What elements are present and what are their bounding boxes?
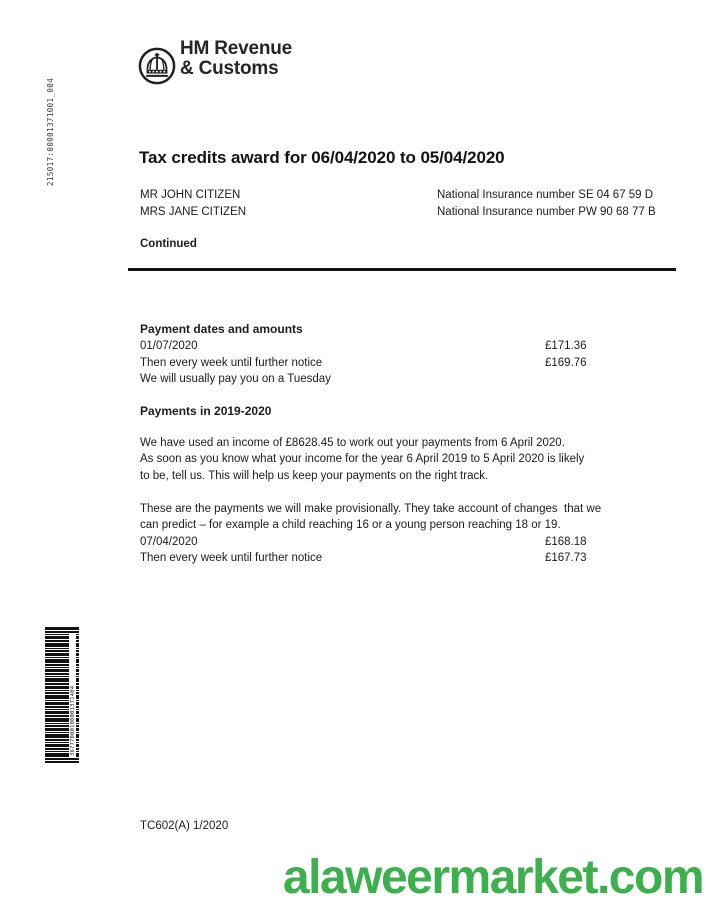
paragraph1-line: As soon as you know what your income for the year 6 April 2019 to 5 April 2020 is likely [140,453,585,465]
hmrc-crown-icon [137,46,177,86]
paragraph2-line: can predict – for example a child reaching 16 or a young person reaching 18 or 19. [140,519,561,531]
section-divider [128,268,676,271]
payment-row-label: Then every week until further notice [140,357,323,369]
ni-number-1: National Insurance number SE 04 67 59 D [437,189,654,201]
payment-section-heading: Payment dates and amounts [140,322,303,336]
hmrc-logo-line2: & Customs [180,57,279,79]
hmrc-logo-text [180,39,292,78]
page-title: Tax credits award for 06/04/2020 to 05/04/2020 [139,148,505,167]
continued-label: Continued [140,238,197,250]
recipient-name-1: MR JOHN CITIZEN [140,189,241,201]
recipient-name-2: MRS JANE CITIZEN [140,206,247,218]
payments-2019-2020-heading: Payments in 2019-2020 [140,404,272,418]
provisional-row-amount: £167.73 [545,552,587,564]
side-print-code: 215017:00001371001_004 [46,77,55,186]
paragraph2-line: These are the payments we will make provisionally. They take account of changes that we [140,503,602,515]
payment-row-label: We will usually pay you on a Tuesday [140,373,331,385]
form-code: TC602(A) 1/2020 [140,820,229,832]
provisional-row-label: 07/04/2020 [140,536,198,548]
payment-row-amount: £169.76 [545,357,587,369]
barcode-number: 36777000100001371404 [70,685,76,756]
paragraph1-line: to be, tell us. This will help us keep your payments on the right track. [140,470,489,482]
payment-row-amount: £171.36 [545,340,587,352]
payment-row-label: 01/07/2020 [140,340,198,352]
paragraph1-line: We have used an income of £8628.45 to work out your payments from 6 April 2020. [140,437,565,449]
watermark-text: alaweermarket.com [282,851,703,904]
hmrc-logo-line1: HM Revenue [180,38,293,59]
provisional-row-label: Then every week until further notice [140,552,323,564]
provisional-row-amount: £168.18 [545,536,587,548]
ni-number-2: National Insurance number PW 90 68 77 B [437,206,656,218]
